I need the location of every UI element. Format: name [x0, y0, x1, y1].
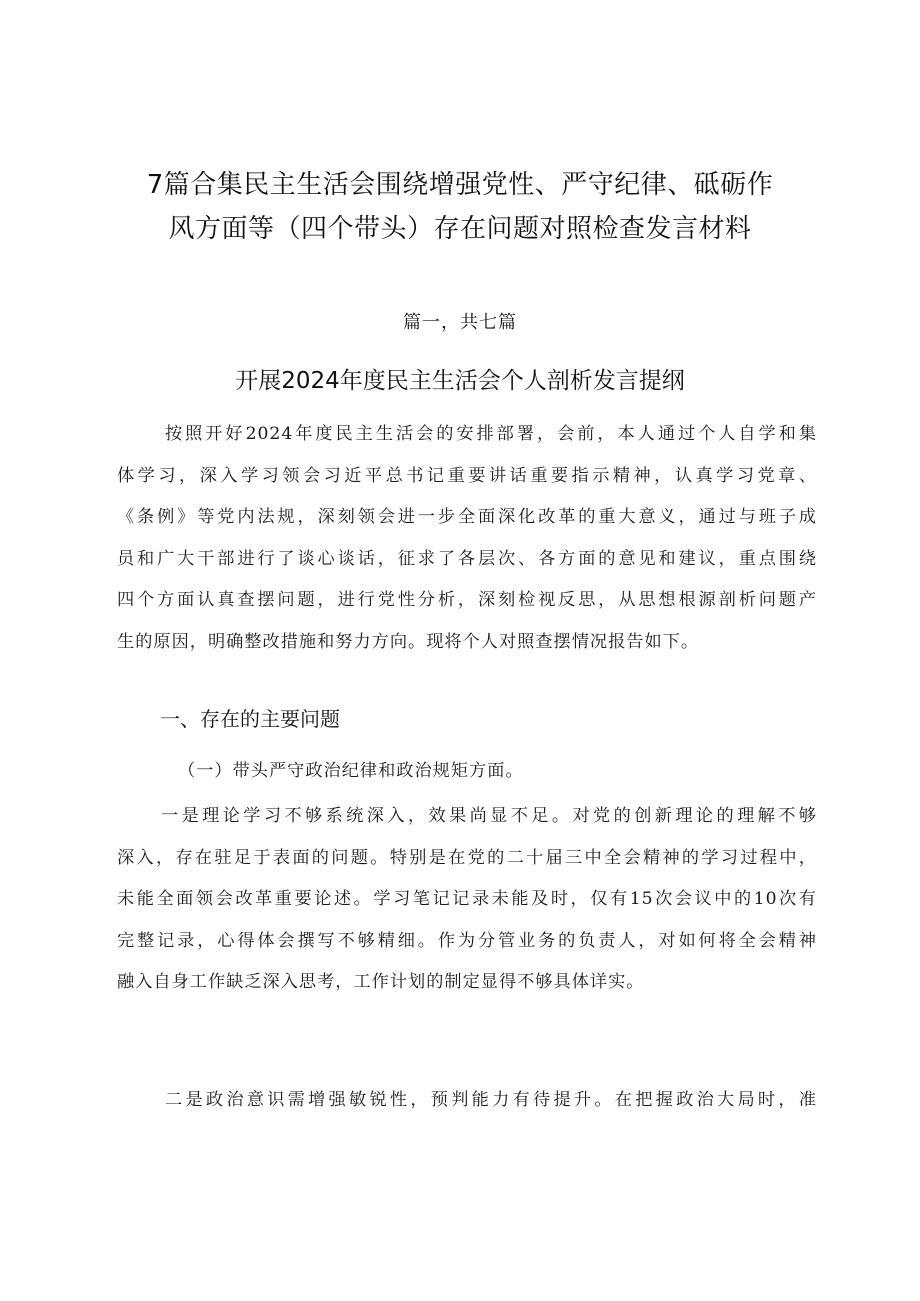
intro-line: 四个方面认真查摆问题，进行党性分析，深刻检视反思，从思想根源剖析问题产	[117, 590, 817, 610]
part-label: 篇一，共七篇	[403, 312, 517, 333]
intro-paragraph	[117, 414, 817, 663]
point-two-line: 二是政治意识需增强敏锐性，预判能力有待提升。在把握政治大局时，准	[165, 1090, 817, 1110]
point-one-line: 未能全面领会改革重要论述。学习笔记记录未能及时，仅有15次会议中的10次有	[117, 889, 817, 909]
point-two-paragraph	[117, 1080, 817, 1122]
intro-line: 按照开好2024年度民主生活会的安排部署，会前，本人通过个人自学和集	[165, 424, 817, 444]
intro-line: 体学习，深入学习领会习近平总书记重要讲话重要指示精神，认真学习党章、	[117, 465, 817, 486]
document-title-line-1: 7篇合集民主生活会围绕增强党性、严守纪律、砥砺作	[146, 170, 774, 200]
document-title-line-2: 风方面等（四个带头）存在问题对照检查发言材料	[168, 214, 752, 244]
point-one-line: 完整记录，心得体会撰写不够精细。作为分管业务的负责人，对如何将全会精神	[117, 930, 817, 951]
point-one-paragraph	[117, 796, 817, 1004]
intro-line: 生的原因，明确整改措施和努力方向。现将个人对照查摆情况报告如下。	[117, 631, 700, 652]
point-one-line: 一是理论学习不够系统深入，效果尚显不足。对党的创新理论的理解不够	[161, 806, 817, 826]
intro-line: 员和广大干部进行了谈心谈话，征求了各层次、各方面的意见和建议，重点围绕	[117, 548, 817, 569]
document-title	[110, 163, 810, 251]
point-one-line: 融入自身工作缺乏深入思考，工作计划的制定显得不够具体详实。	[117, 972, 645, 992]
intro-line: 《条例》等党内法规，深刻领会进一步全面深化改革的重大意义，通过与班子成	[117, 507, 817, 527]
point-one-line: 深入，存在驻足于表面的问题。特别是在党的二十届三中全会精神的学习过程中，	[117, 847, 817, 868]
speech-outline-title: 开展2024年度民主生活会个人剖析发言提纲	[235, 368, 685, 394]
subsection-heading-political-discipline: （一）带头严守政治纪律和政治规矩方面。	[178, 761, 524, 781]
section-heading-problems: 一、存在的主要问题	[160, 707, 340, 731]
